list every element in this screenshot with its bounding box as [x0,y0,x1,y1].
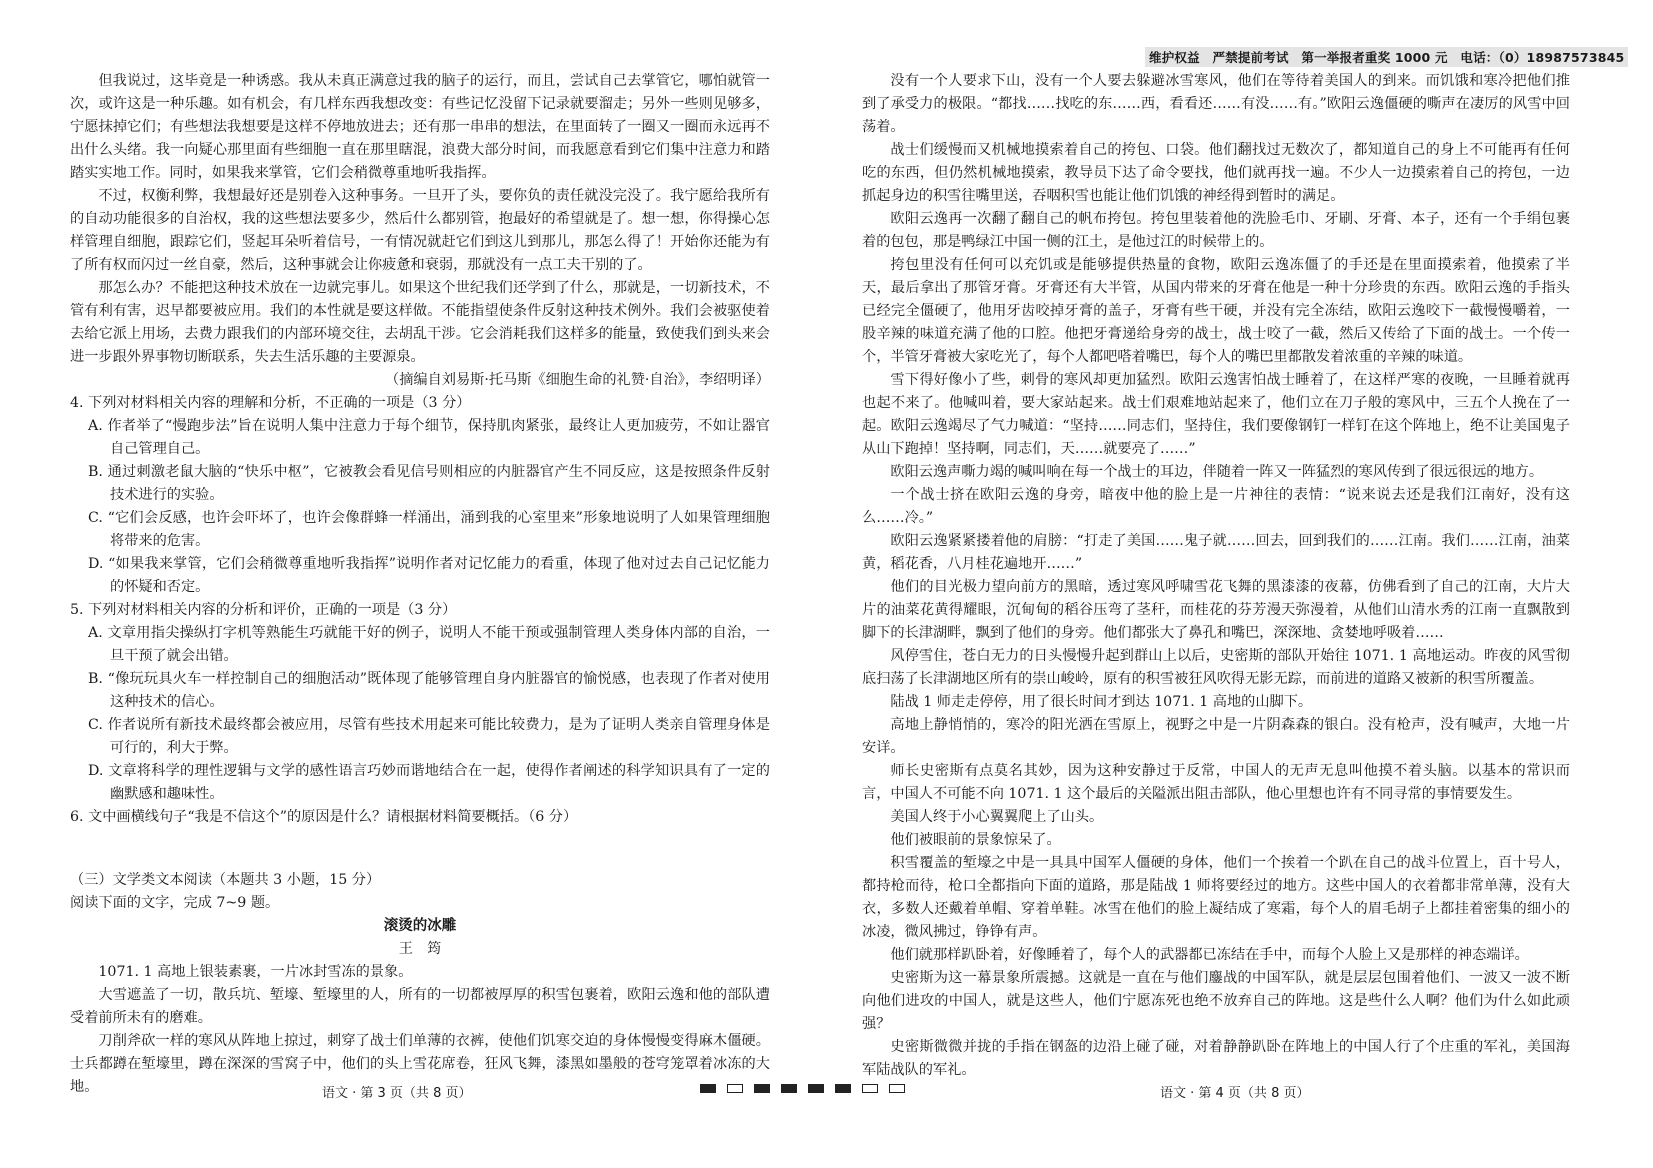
story-paragraph: 欧阳云逸紧紧搂着他的肩膀：“打走了美国……鬼子就……回去，回到我们的……江南。我们……江南，油菜黄，稻花香，八月桂花遍地开……” [862,533,1570,572]
page-marker [862,1084,878,1093]
q5-option-b: B. “像玩玩具火车一样控制自己的细胞活动”既体现了能够管理自身内脏器官的愉悦感，也表现了作者对使用这种技术的信心。 [88,671,770,710]
story-paragraph: 欧阳云逸声嘶力竭的喊叫响在每一个战士的耳边，伴随着一阵又一阵猛烈的寒风传到了很远很远的地方。 [890,464,1544,480]
question-5: 5. 下列对材料相关内容的分析和评价，正确的一项是（3 分） [70,602,457,618]
passage-paragraph: 那怎么办？不能把这种技术放在一边就完事儿。如果这个世纪我们还学到了什么，那就是，一切新技术，不管有利有害，迟早都要被应用。我们的本性就是要这样做。不能指望使条件反射这种技术例外。我们会被驱使着去给它派上用场，去费力跟我们的内部环境交往，去胡乱干涉。它会消耗我们这样多的能量，致使我们到头来会进一步跟外界事物切断联系，失去生活乐趣的主要源泉。 [70,280,770,365]
story-paragraph: 陆战 1 师走走停停，用了很长时间才到达 1071. 1 高地的山脚下。 [890,694,1313,710]
q4-option-d: D. “如果我来掌管，它们会稍微尊重地听我指挥”说明作者对记忆能力的看重，体现了他对过去自己记忆能力的怀疑和否定。 [88,556,770,595]
left-column [70,70,770,1099]
story-paragraph: 史密斯微微并拢的手指在钢盔的边沿上碰了碰，对着静静趴卧在阵地上的中国人行了个庄重的军礼，美国海军陆战队的军礼。 [862,1039,1570,1078]
answer-gap [70,829,770,869]
story-paragraph: 没有一个人要求下山，没有一个人要去躲避冰雪寒风，他们在等待着美国人的到来。而饥饿和寒冷把他们推到了承受力的极限。“都找……找吃的东……西，看看还……有没……有。”欧阳云逸僵硬的嘶声在凄厉的风雪中回荡着。 [862,73,1570,135]
right-column [862,70,1570,1082]
story-paragraph: 他们被眼前的景象惊呆了。 [890,832,1061,848]
q4-option-b: B. 通过刺激老鼠大脑的“快乐中枢”，它被教会看见信号则相应的内脏器官产生不同反应，这是按照条件反射技术进行的实验。 [88,464,770,503]
section-instruction: 阅读下面的文字，完成 7~9 题。 [70,895,280,911]
left-page [70,0,770,1168]
page-marker [700,1084,716,1093]
page-marker [808,1084,824,1093]
right-page-footer: 语文 · 第 4 页（共 8 页） [1160,1086,1310,1101]
story-paragraph: 风停雪住，苍白无力的日头慢慢升起到群山上以后，史密斯的部队开始往 1071. 1 高地运动。昨夜的风雪彻底扫荡了长津湖地区所有的崇山峻岭，原有的积雪被狂风吹得无影无踪，而前进的道路又被新的积雪所覆盖。 [862,648,1570,687]
passage-paragraph: 但我说过，这毕竟是一种诱惑。我从未真正满意过我的脑子的运行，而且，尝试自己去掌管它，哪怕就管一次，或许这是一种乐趣。如有机会，有几样东西我想改变：有些记忆没留下记录就要溜走；另外一些则见够多，宁愿抹掉它们；有些想法我想要是这样不停地放进去；还有那一串串的想法，在里面转了一圈又一圈而永远再不出什么头绪。我一向疑心那里面有些细胞一直在那里瞎混，浪费大部分时间，而我愿意看到它们集中注意力和踏踏实实地工作。同时，如果我来掌管，它们会稍微尊重地听我指挥。 [70,73,770,181]
question-4: 4. 下列对材料相关内容的理解和分析，不正确的一项是（3 分） [70,395,471,411]
right-page [862,0,1570,1168]
q4-option-c: C. “它们会反感，也许会吓坏了，也许会像群蜂一样涌出，涌到我的心室里来”形象地说明了人如果管理细胞将带来的危害。 [88,510,770,549]
passage-paragraph: 不过，权衡利弊，我想最好还是别卷入这种事务。一旦开了头，要你负的责任就没完没了。我宁愿给我所有的自动功能很多的自治权，我的这些想法要多少，然后什么都别管，抱最好的希望就是了。想一想，你得操心怎样管理自细胞，跟踪它们，竖起耳朵听着信号，一有情况就赶它们到这儿到那儿，那怎么得了！开始你还能为有了所有权而闪过一丝自豪，然后，这种事就会让你疲惫和衰弱，那就没有一点工夫干别的了。 [70,188,770,273]
exam-notice-header: 维护权益 严禁提前考试 第一举报者重奖 1000 元 电话：（0）18987573845 [1145,47,1628,67]
story-paragraph: 刀削斧砍一样的寒风从阵地上掠过，刺穿了战士们单薄的衣裤，使他们饥寒交迫的身体慢慢变得麻木僵硬。士兵都蹲在堑壕里，蹲在深深的雪窝子中，他们的头上雪花席卷，狂风飞舞，漆黑如墨般的苍穹笼罩着冰冻的大地。 [70,1033,770,1095]
story-paragraph: 大雪遮盖了一切，散兵坑、堑壕、堑壕里的人，所有的一切都被厚厚的积雪包裹着，欧阳云逸和他的部队遭受着前所未有的磨难。 [70,987,770,1026]
question-6: 6. 文中画横线句子“我是不信这个”的原因是什么？请根据材料简要概括。（6 分） [70,809,578,825]
page-marker [727,1084,743,1093]
source-citation: （摘编自刘易斯·托马斯《细胞生命的礼赞·自治》，李绍明译） [385,372,770,388]
story-paragraph: 高地上静悄悄的，寒冷的阳光洒在雪原上，视野之中是一片阴森森的银白。没有枪声，没有喊声，大地一片安详。 [862,717,1570,756]
story-paragraph: 一个战士挤在欧阳云逸的身旁，暗夜中他的脸上是一片神往的表情：“说来说去还是我们江南好，没有这么……冷。” [862,487,1570,526]
left-page-footer: 语文 · 第 3 页（共 8 页） [322,1086,472,1101]
story-paragraph: 史密斯为这一幕景象所震撼。这就是一直在与他们鏖战的中国军队，就是层层包围着他们、一波又一波不断向他们进攻的中国人，就是这些人，他们宁愿冻死也绝不放弃自己的阵地。这是些什么人啊？他们为什么如此顽强？ [862,970,1570,1032]
story-paragraph: 美国人终于小心翼翼爬上了山头。 [890,809,1104,825]
page-marker [889,1084,905,1093]
section-heading: （三）文学类文本阅读（本题共 3 小题，15 分） [70,872,381,888]
q4-option-a: A. 作者举了“慢跑步法”旨在说明人集中注意力于每个细节，保持肌肉紧张，最终让人更加疲劳，不如让器官自己管理自己。 [88,418,770,457]
story-paragraph: 雪下得好像小了些，刺骨的寒风却更加猛烈。欧阳云逸害怕战士睡着了，在这样严寒的夜晚，一旦睡着就再也起不来了。他喊叫着，要大家站起来。战士们艰难地站起来了，他们立在刀子般的寒风中，三五个人挽在了一起。欧阳云逸竭尽了气力喊道：“坚持……同志们，坚持住，我们要像钢钉一样钉在这个阵地上，绝不让美国鬼子从山下跑掉！坚持啊，同志们，天……就要亮了……” [862,372,1570,457]
page-marker [754,1084,770,1093]
page-marker [781,1084,797,1093]
q5-option-a: A. 文章用指尖操纵打字机等熟能生巧就能干好的例子，说明人不能干预或强制管理人类身体内部的自治，一旦干预了就会出错。 [88,625,770,664]
story-paragraph: 他们的目光极力望向前方的黑暗，透过寒风呼啸雪花飞舞的黑漆漆的夜幕，仿佛看到了自己的江南，大片大片的油菜花黄得耀眼，沉甸甸的稻谷压弯了茎秆，而桂花的芬芳漫天弥漫着，从他们山清水秀的江南一直飘散到脚下的长津湖畔，飘到了他们的身旁。他们都张大了鼻孔和嘴巴，深深地、贪婪地呼吸着…… [862,579,1570,641]
story-paragraph: 战士们缓慢而又机械地摸索着自己的挎包、口袋。他们翻找过无数次了，都知道自己的身上不可能再有任何吃的东西，但仍然机械地摸索，教导员下达了命令要找，他们就再找一遍。不少人一边摸索着自己的挎包，一边抓起身边的积雪往嘴里送，吞咽积雪也能让他们饥饿的神经得到暂时的满足。 [862,142,1570,204]
story-paragraph: 挎包里没有任何可以充饥或是能够提供热量的食物，欧阳云逸冻僵了的手还是在里面摸索着，他摸索了半天，最后拿出了那管牙膏。牙膏还有大半管，从国内带来的牙膏在他是一种十分珍贵的东西。欧阳云逸的手指头已经完全僵硬了，他用牙齿咬掉牙膏的盖子，牙膏有些干硬，并没有完全冻结，欧阳云逸咬下一截慢慢嚼着，一股辛辣的味道充满了他的口腔。他把牙膏递给身旁的战士，战士咬了一截，然后又传给了下面的战士。一个传一个，半管牙膏被大家吃光了，每个人都吧嗒着嘴巴，每个人的嘴巴里都散发着浓重的辛辣的味道。 [862,257,1570,365]
story-paragraph: 师长史密斯有点莫名其妙，因为这种安静过于反常，中国人的无声无息叫他摸不着头脑。以基本的常识而言，中国人不可能不向 1071. 1 这个最后的关隘派出阻击部队，他心里想也许有不同寻常的事情要发生。 [862,763,1570,802]
story-author: 王 筠 [398,941,442,957]
page-marker-strip [700,1084,905,1093]
story-paragraph: 他们就那样趴卧着，好像睡着了，每个人的武器都已冻结在手中，而每个人脸上又是那样的神态端详。 [890,947,1529,963]
q5-option-d: D. 文章将科学的理性逻辑与文学的感性语言巧妙而谐地结合在一起，使得作者阐述的科学知识具有了一定的幽默感和趣味性。 [88,763,770,802]
q5-option-c: C. 作者说所有新技术最终都会被应用，尽管有些技术用起来可能比较费力，是为了证明人类亲自管理身体是可行的，利大于弊。 [88,717,770,756]
story-paragraph: 欧阳云逸再一次翻了翻自己的帆布挎包。挎包里装着他的洗脸毛巾、牙刷、牙膏、本子，还有一个手绢包裹着的包包，那是鸭绿江中国一侧的江土，是他过江的时候带上的。 [862,211,1570,250]
story-title: 滚烫的冰雕 [383,918,457,934]
page-marker [835,1084,851,1093]
story-paragraph: 1071. 1 高地上银装素裹，一片冰封雪冻的景象。 [98,964,413,980]
story-paragraph: 积雪覆盖的堑壕之中是一具具中国军人僵硬的身体，他们一个挨着一个趴在自己的战斗位置上，百十号人，都持枪而待，枪口全都指向下面的道路，那是陆战 1 师将要经过的地方。这些中国人的衣着都非常单薄，没有大衣，多数人还戴着单帽、穿着单鞋。冰雪在他们的脸上凝结成了寒霜，每个人的眉毛胡子上都挂着密集的细小的冰凌，微风拂过，铮铮有声。 [862,855,1570,940]
